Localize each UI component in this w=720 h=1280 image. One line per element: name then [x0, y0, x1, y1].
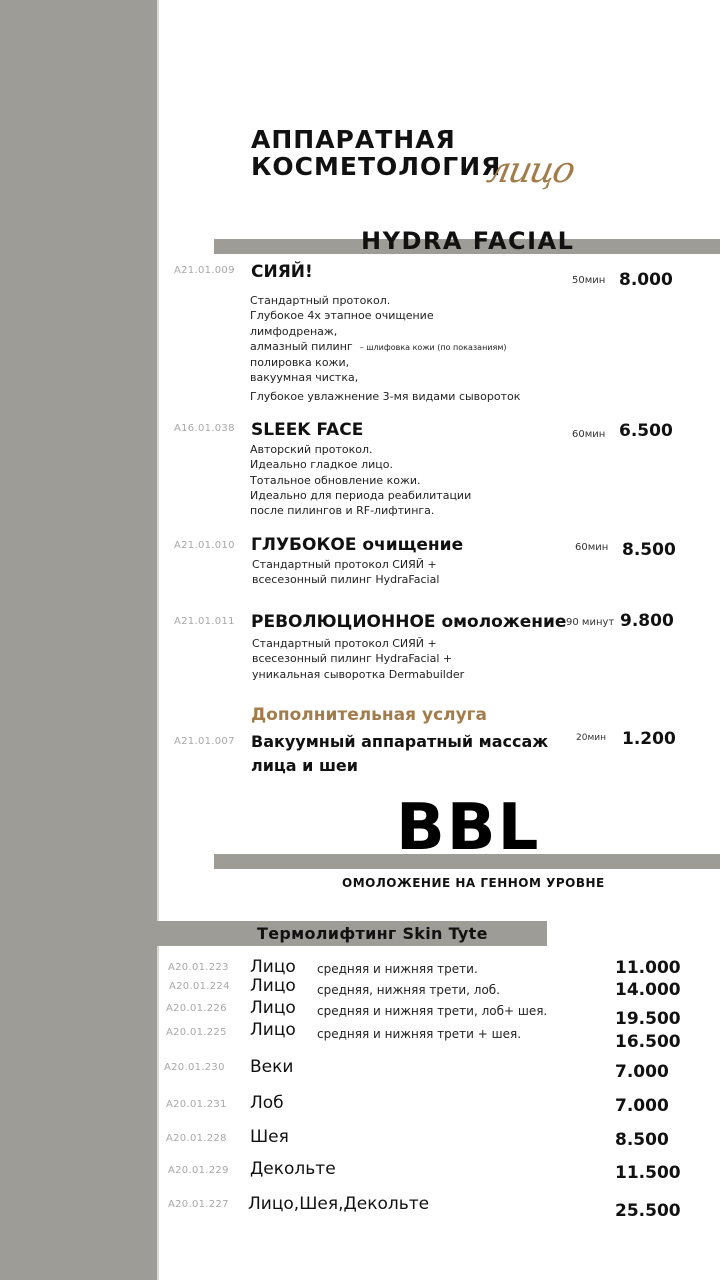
service-duration: 60мин: [572, 429, 606, 440]
item-price: 25.500: [615, 1201, 681, 1221]
service-description: [250, 293, 520, 404]
service-name: СИЯЙ!: [251, 262, 313, 282]
bbl-title: BBL: [396, 791, 541, 865]
sidebar-edge: [157, 0, 159, 1280]
item-code: A20.01.223: [168, 962, 229, 973]
item-price: 7.000: [615, 1096, 669, 1116]
item-price: 7.000: [615, 1062, 669, 1082]
page-title: [251, 126, 501, 180]
desc-line: полировка кожи,: [250, 356, 350, 370]
item-area: Лицо: [250, 1020, 296, 1040]
item-price: 8.500: [615, 1130, 669, 1150]
item-code: A20.01.226: [166, 1003, 227, 1014]
service-description: [252, 636, 464, 682]
desc-line: Идеально гладкое лицо.: [250, 458, 393, 472]
desc-line: Глубокое увлажнение 3-мя видами сывороток: [250, 389, 521, 403]
item-area: Лоб: [250, 1093, 284, 1113]
service-description: [250, 442, 471, 518]
desc-line: Тотальное обновление кожи.: [250, 473, 421, 487]
bbl-subtitle: ОМОЛОЖЕНИЕ НА ГЕННОМ УРОВНЕ: [342, 876, 605, 890]
desc-line: Глубокое 4х этапное очищение: [250, 309, 434, 323]
service-name: SLEEK FACE: [251, 420, 364, 440]
desc-line: Стандартный протокол СИЯЙ +: [252, 558, 437, 571]
desc-text: алмазный пилинг: [250, 339, 353, 353]
item-desc: средняя и нижняя трети + шея.: [317, 1027, 522, 1041]
item-area: Лицо: [250, 976, 296, 996]
desc-line: Идеально для периода реабилитации: [250, 488, 472, 502]
desc-line: всесезонный пилинг HydraFacial: [252, 573, 440, 587]
desc-line: вакуумная чистка,: [250, 371, 359, 385]
service-price: 8.500: [622, 540, 676, 560]
item-area: Лицо: [250, 957, 296, 977]
title-line-2: КОСМЕТОЛОГИЯ: [251, 152, 502, 181]
title-line-1: АППАРАТНАЯ: [251, 125, 456, 154]
item-area: Веки: [250, 1057, 294, 1077]
service-description: [252, 557, 439, 588]
item-desc: средняя, нижняя трети, лоб.: [317, 983, 500, 997]
service-duration: 50мин: [572, 275, 606, 286]
service-duration: 20мин: [576, 733, 606, 743]
desc-note: – шлифовка кожи (по показаниям): [359, 342, 507, 352]
item-area: Шея: [250, 1127, 289, 1147]
desc-line: [250, 339, 520, 355]
item-code: A20.01.225: [166, 1027, 227, 1038]
service-price: 8.000: [619, 270, 673, 290]
service-code: A16.01.038: [174, 423, 235, 434]
item-price: 11.000: [615, 958, 681, 978]
service-code: A21.01.009: [174, 265, 235, 276]
extra-service-heading: Дополнительная услуга: [251, 705, 488, 725]
item-desc: средняя и нижняя трети.: [317, 962, 478, 976]
item-code: A20.01.230: [164, 1062, 225, 1073]
item-code: A20.01.229: [168, 1165, 229, 1176]
item-price: 14.000: [615, 980, 681, 1000]
item-code: A20.01.228: [166, 1133, 227, 1144]
service-name: [251, 730, 548, 778]
item-area: Лицо,Шея,Декольте: [248, 1194, 430, 1214]
item-code: A20.01.224: [169, 981, 230, 992]
service-name: РЕВОЛЮЦИОННОЕ омоложение: [251, 612, 567, 632]
left-decorative-sidebar: [0, 0, 157, 1280]
thermolifting-title: Термолифтинг Skin Tyte: [257, 924, 488, 943]
service-name-line: Вакуумный аппаратный массаж: [251, 732, 549, 751]
item-price: 19.500: [615, 1009, 681, 1029]
desc-line: лимфодренаж,: [250, 324, 338, 338]
item-area: Лицо: [250, 998, 296, 1018]
hydra-section-title: HYDRA FACIAL: [361, 227, 575, 255]
service-price: 9.800: [620, 611, 674, 631]
service-price: 1.200: [622, 729, 676, 749]
desc-line: Стандартный протокол.: [250, 294, 391, 307]
service-code: A21.01.007: [174, 736, 235, 747]
item-price: 16.500: [615, 1032, 681, 1052]
desc-line: Стандартный протокол СИЯЙ +: [252, 637, 437, 650]
item-code: A20.01.227: [168, 1199, 229, 1210]
service-duration: 90 минут: [566, 617, 615, 628]
desc-line: после пилингов и RF-лифтинга.: [250, 504, 435, 518]
desc-line: всесезонный пилинг HydraFacial +: [252, 652, 453, 666]
service-code: A21.01.011: [174, 616, 235, 627]
service-name: ГЛУБОКОЕ очищение: [251, 535, 464, 555]
item-price: 11.500: [615, 1163, 681, 1183]
service-price: 6.500: [619, 421, 673, 441]
desc-line: уникальная сыворотка Dermabuilder: [252, 667, 465, 681]
service-duration: 60мин: [575, 542, 609, 553]
title-script-word: лицо: [483, 150, 578, 191]
item-code: A20.01.231: [166, 1099, 227, 1110]
desc-line: Авторский протокол.: [250, 443, 373, 456]
item-area: Декольте: [250, 1159, 336, 1179]
service-name-line: лица и шеи: [251, 756, 358, 775]
item-desc: средняя и нижняя трети, лоб+ шея.: [317, 1004, 548, 1018]
service-code: A21.01.010: [174, 540, 235, 551]
